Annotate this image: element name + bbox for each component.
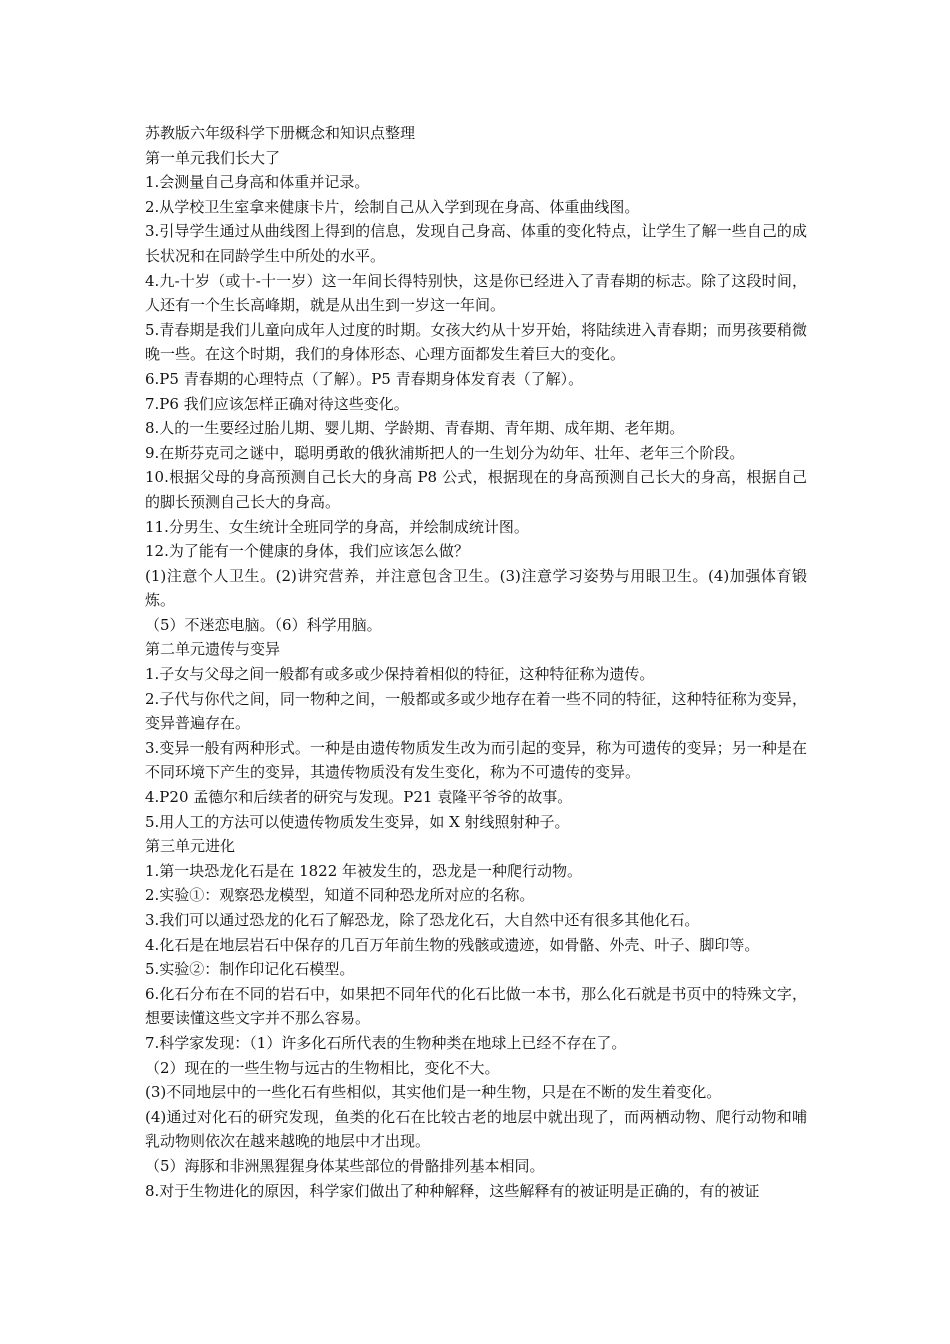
document-line: （2）现在的一些生物与远古的生物相比，变化不大。 <box>145 1058 500 1077</box>
document-line: 7.科学家发现：（1）许多化石所代表的生物种类在地球上已经不存在了。 <box>145 1033 627 1052</box>
document-lines <box>145 146 807 1204</box>
document-line: 2.实验①：观察恐龙模型，知道不同种恐龙所对应的名称。 <box>145 886 535 905</box>
document-line: 2.子代与你代之间，同一物种之间，一般都或多或少地存在着一些不同的特征，这种特征称为变异，变异普遍存在。 <box>145 689 807 733</box>
document-line: (1)注意个人卫生。(2)讲究营养，并注意包含卫生。(3)注意学习姿势与用眼卫生。(4)加强体育锻炼。 <box>145 566 807 610</box>
document-line: 3.变异一般有两种形式。一种是由遗传物质发生改为而引起的变异，称为可遗传的变异；另一种是在不同环境下产生的变异，其遗传物质没有发生变化，称为不可遗传的变异。 <box>145 738 807 782</box>
document-line: (4)通过对化石的研究发现，鱼类的化石在比较古老的地层中就出现了，而两栖动物、爬行动物和哺乳动物则依次在越来越晚的地层中才出现。 <box>145 1107 807 1151</box>
document-line: 10.根据父母的身高预测自己长大的身高 P8 公式，根据现在的身高预测自己长大的身高，根据自己的脚长预测自己长大的身高。 <box>145 468 807 511</box>
document-line: 4.化石是在地层岩石中保存的几百万年前生物的残骸或遗迹，如骨骼、外壳、叶子、脚印等。 <box>145 935 760 954</box>
document-line: 5.实验②：制作印记化石模型。 <box>145 960 355 979</box>
document-line: （5）不迷恋电脑。（6）科学用脑。 <box>145 615 382 634</box>
document-line: 4.P20 孟德尔和后续者的研究与发现。P21 袁隆平爷爷的故事。 <box>145 788 573 807</box>
document-line: 1.第一块恐龙化石是在 1822 年被发生的，恐龙是一种爬行动物。 <box>145 861 583 880</box>
document-line: 4.九-十岁（或十-十一岁）这一年间长得特别快，这是你已经进入了青春期的标志。除了这段时间，人还有一个生长高峰期，就是从出生到一岁这一年间。 <box>145 271 807 315</box>
document-line: 8.人的一生要经过胎儿期、婴儿期、学龄期、青春期、青年期、成年期、老年期。 <box>145 419 685 438</box>
document-line: 第一单元我们长大了 <box>145 148 281 167</box>
document-line: 1.会测量自己身高和体重并记录。 <box>145 173 370 192</box>
document-line: 第三单元进化 <box>145 837 236 856</box>
document-body <box>145 121 807 1203</box>
document-line: 5.用人工的方法可以使遗传物质发生变异，如 X 射线照射种子。 <box>145 812 570 831</box>
document-line: 7.P6 我们应该怎样正确对待这些变化。 <box>145 394 409 413</box>
document-title: 苏教版六年级科学下册概念和知识点整理 <box>145 124 416 142</box>
document-line: 3.我们可以通过恐龙的化石了解恐龙，除了恐龙化石，大自然中还有很多其他化石。 <box>145 911 700 929</box>
document-line: 11.分男生、女生统计全班同学的身高，并绘制成统计图。 <box>145 517 529 536</box>
document-line: 1.子女与父母之间一般都有或多或少保持着相似的特征，这种特征称为遗传。 <box>145 665 655 684</box>
document-line: 12.为了能有一个健康的身体，我们应该怎么做？ <box>145 542 469 561</box>
document-line: 6.化石分布在不同的岩石中，如果把不同年代的化石比做一本书，那么化石就是书页中的特殊文字，想要读懂这些文字并不那么容易。 <box>145 984 807 1028</box>
document-line: 9.在斯芬克司之谜中，聪明勇敢的俄狄浦斯把人的一生划分为幼年、壮年、老年三个阶段。 <box>145 443 745 462</box>
document-line: 3.引导学生通过从曲线图上得到的信息，发现自己身高、体重的变化特点，让学生了解一些自己的成长状况和在同龄学生中所处的水平。 <box>145 222 807 265</box>
document-line: 第二单元遗传与变异 <box>145 640 281 659</box>
document-line: 6.P5 青春期的心理特点（了解）。P5 青春期身体发育表（了解）。 <box>145 369 584 388</box>
document-line: 2.从学校卫生室拿来健康卡片，绘制自己从入学到现在身高、体重曲线图。 <box>145 197 640 216</box>
document-line: （5）海豚和非洲黑猩猩身体某些部位的骨骼排列基本相同。 <box>145 1156 545 1175</box>
document-line: (3)不同地层中的一些化石有些相似，其实他们是一种生物，只是在不断的发生着变化。 <box>145 1083 722 1102</box>
document-line: 5.青春期是我们儿童向成年人过度的时期。女孩大约从十岁开始，将陆续进入青春期；而男孩要稍微晚一些。在这个时期，我们的身体形态、心理方面都发生着巨大的变化。 <box>145 320 807 364</box>
document-line: 8.对于生物进化的原因，科学家们做出了种种解释，这些解释有的被证明是正确的，有的被证 <box>145 1181 760 1200</box>
